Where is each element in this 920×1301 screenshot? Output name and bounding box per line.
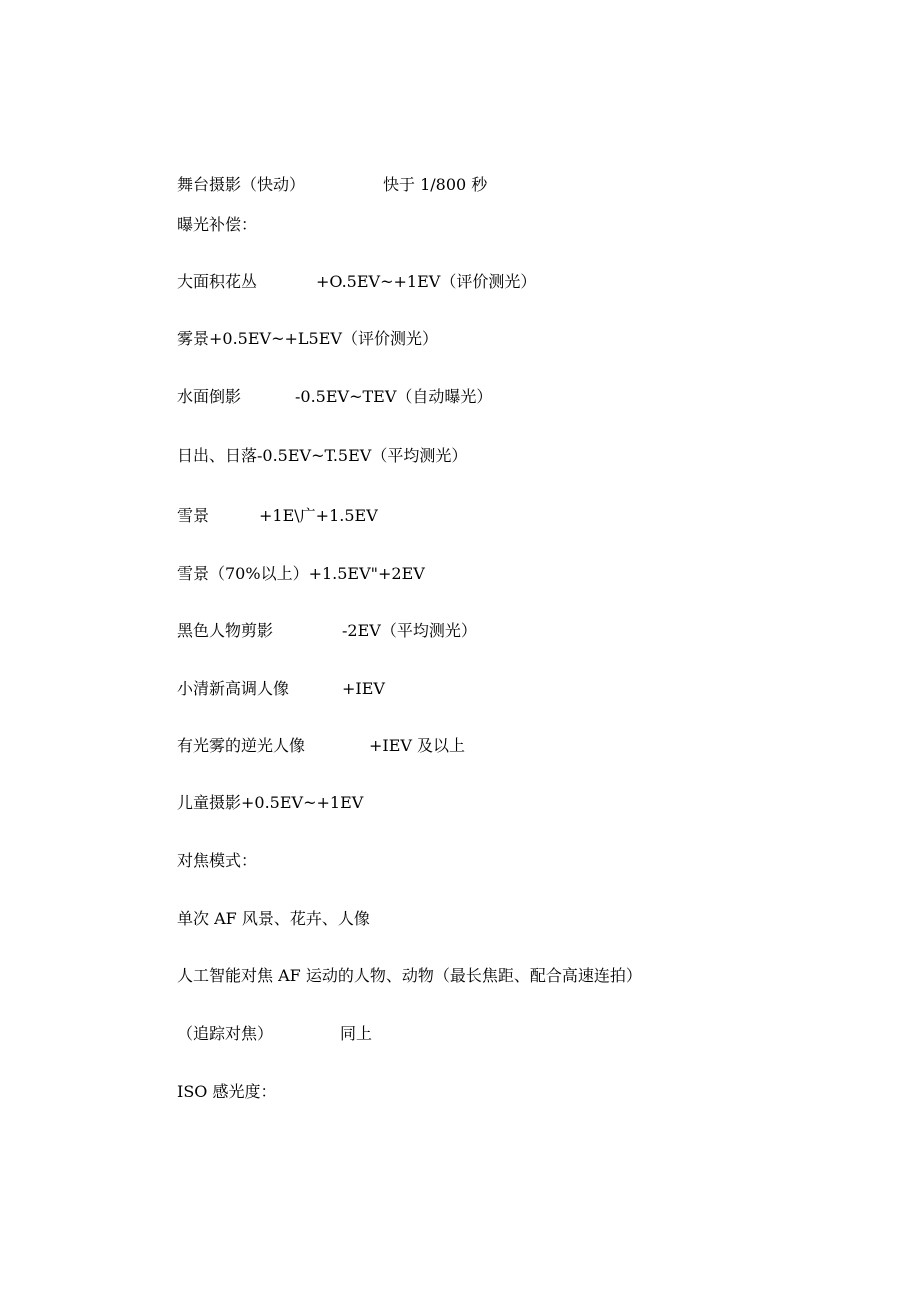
line-value: +1E\广+1.5EV: [259, 506, 378, 525]
line-label: 水面倒影: [177, 387, 242, 406]
line-value: +IEV 及以上: [369, 736, 466, 755]
line-child-photography: 儿童摄影+0.5EV~+1EV: [177, 793, 364, 812]
section-heading-exposure-compensation: 曝光补偿：: [177, 215, 258, 234]
line-label: 有光雾的逆光人像: [177, 736, 306, 755]
line-value: 同上: [340, 1024, 373, 1043]
line-value: +O.5EV~+1EV（评价测光）: [316, 272, 537, 291]
line-snow-scene-70: 雪景（70%以上）+1.5EV"+2EV: [177, 564, 425, 583]
section-heading-focus-mode: 对焦模式：: [177, 851, 258, 870]
line-ai-focus-af: 人工智能对焦 AF 运动的人物、动物（最长焦距、配合高速连拍）: [177, 966, 642, 985]
line-value: -2EV（平均测光）: [342, 621, 477, 640]
line-label: 舞台摄影（快动）: [177, 175, 306, 194]
line-label: （追踪对焦）: [177, 1024, 274, 1043]
line-sunrise-sunset: 日出、日落-0.5EV~T.5EV（平均测光）: [177, 446, 468, 465]
line-value: -0.5EV~TEV（自动曝光）: [295, 387, 493, 406]
line-label: 小清新高调人像: [177, 679, 290, 698]
line-one-shot-af: 单次 AF 风景、花卉、人像: [177, 909, 370, 928]
line-value: +IEV: [342, 679, 385, 698]
line-fog-scene: 雾景+0.5EV~+L5EV（评价测光）: [177, 329, 438, 348]
line-label: 黑色人物剪影: [177, 621, 274, 640]
line-label: 大面积花丛: [177, 272, 258, 291]
line-label: 雪景: [177, 506, 210, 525]
section-heading-iso: ISO 感光度：: [177, 1082, 277, 1101]
line-value: 快于 1/800 秒: [383, 175, 488, 194]
